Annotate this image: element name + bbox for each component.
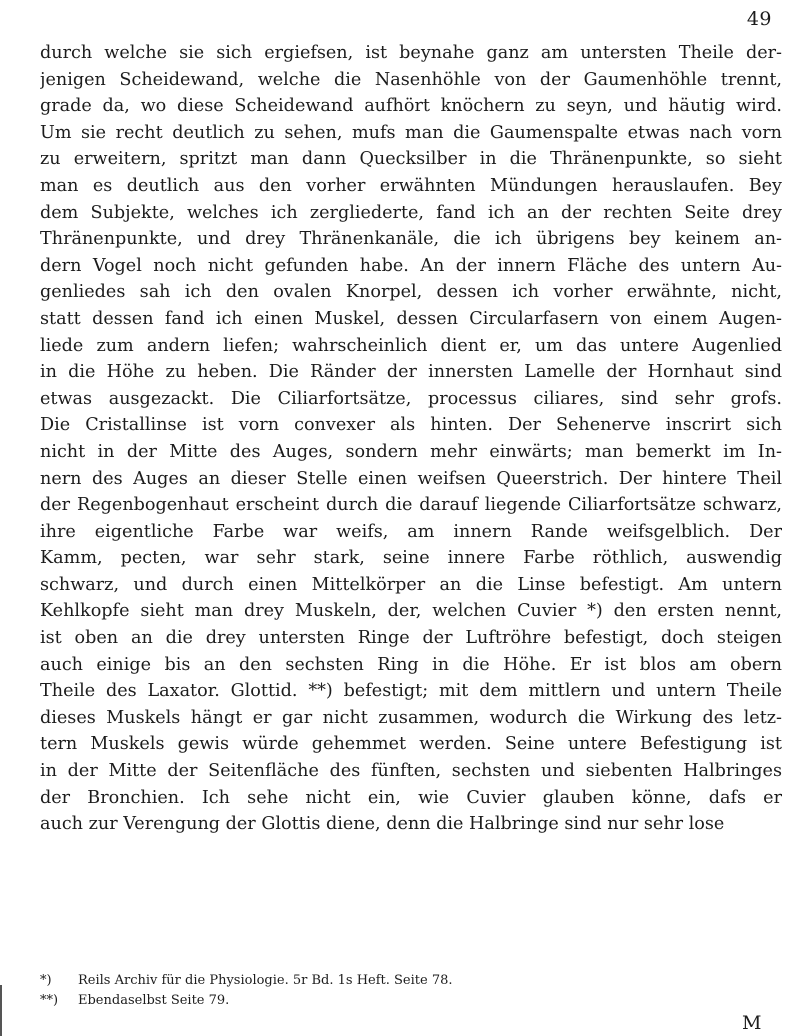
text-line: dieses Muskels hängt er gar nicht zusammen, wodurch die Wirkung des letz- <box>40 707 782 728</box>
text-line: jenigen Scheidewand, welche die Nasenhöhle von der Gaumenhöhle trennt, <box>40 69 782 90</box>
text-line: dem Subjekte, welches ich zergliederte, fand ich an der rechten Seite drey <box>40 202 782 223</box>
text-line: man es deutlich aus den vorher erwähnten Mündungen herauslaufen. Bey <box>40 175 782 196</box>
text-line: Um sie recht deutlich zu sehen, mufs man die Gaumenspalte etwas nach vorn <box>40 122 782 143</box>
text-line: in der Mitte der Seitenfläche des fünften, sechsten und siebenten Halbringes <box>40 761 782 782</box>
footnote-mark: **) <box>40 993 59 1008</box>
footnote-mark: *) <box>40 973 52 988</box>
footnote <box>40 991 780 1011</box>
text-line: dern Vogel noch nicht gefunden habe. An der innern Fläche des untern Au- <box>40 255 782 276</box>
text-line: Thränenpunkte, und drey Thränenkanäle, die ich übrigens bey keinem an- <box>40 229 782 250</box>
text-line: ist oben an die drey untersten Ringe der Luftröhre befestigt, doch steigen <box>40 628 782 649</box>
footnotes <box>40 971 780 1011</box>
margin-rule <box>0 985 2 1036</box>
footnote <box>40 971 780 991</box>
text-line: zu erweitern, spritzt man dann Quecksilber in die Thränenpunkte, so sieht <box>40 149 782 170</box>
text-line: durch welche sie sich ergiefsen, ist beynahe ganz am untersten Theile der- <box>40 43 782 63</box>
body-text <box>40 40 782 838</box>
text-line: statt dessen fand ich einen Muskel, dessen Circularfasern von einem Augen- <box>40 308 782 329</box>
text-line: auch einige bis an den sechsten Ring in die Höhe. Er ist blos am obern <box>40 654 782 675</box>
text-line: nicht in der Mitte des Auges, sondern mehr einwärts; man bemerkt im In- <box>40 441 782 462</box>
footnote-text: Ebendaselbst Seite 79. <box>78 993 230 1008</box>
text-line: auch zur Verengung der Glottis diene, denn die Halbringe sind nur sehr lose <box>40 814 725 835</box>
text-line: schwarz, und durch einen Mittelkörper an die Linse befestigt. Am untern <box>40 574 782 595</box>
text-line: Die Cristallinse ist vorn convexer als hinten. Der Sehenerve inscrirt sich <box>40 415 782 436</box>
text-line: genliedes sah ich den ovalen Knorpel, dessen ich vorher erwähnte, nicht, <box>40 282 782 303</box>
text-line: der Bronchien. Ich sehe nicht ein, wie Cuvier glauben könne, dafs er <box>40 787 782 808</box>
page-number: 49 <box>746 8 772 30</box>
text-line: ihre eigentliche Farbe war weifs, am innern Rande weifsgelblich. Der <box>40 521 782 542</box>
signature-mark: M <box>742 1012 762 1034</box>
text-line: Kehlkopfe sieht man drey Muskeln, der, welchen Cuvier *) den ersten nennt, <box>40 601 782 622</box>
text-line: tern Muskels gewis würde gehemmet werden. Seine untere Befestigung ist <box>40 734 782 755</box>
text-line: Theile des Laxator. Glottid. **) befestigt; mit dem mittlern und untern Theile <box>40 681 782 702</box>
text-line: nern des Auges an dieser Stelle einen weifsen Queerstrich. Der hintere Theil <box>40 468 782 489</box>
text-line: Kamm, pecten, war sehr stark, seine innere Farbe röthlich, auswendig <box>40 548 782 569</box>
text-line: der Regenbogenhaut erscheint durch die darauf liegende Ciliarfortsätze schwarz, <box>40 495 782 516</box>
text-line: etwas ausgezackt. Die Ciliarfortsätze, processus ciliares, sind sehr grofs. <box>40 388 782 409</box>
text-line: in die Höhe zu heben. Die Ränder der innersten Lamelle der Hornhaut sind <box>40 362 782 383</box>
footnote-text: Reils Archiv für die Physiologie. 5r Bd. 1s Heft. Seite 78. <box>78 973 453 988</box>
text-line: grade da, wo diese Scheidewand aufhört knöchern zu seyn, und häutig wird. <box>40 96 782 117</box>
text-line: liede zum andern liefen; wahrscheinlich dient er, um das untere Augenlied <box>40 335 782 356</box>
